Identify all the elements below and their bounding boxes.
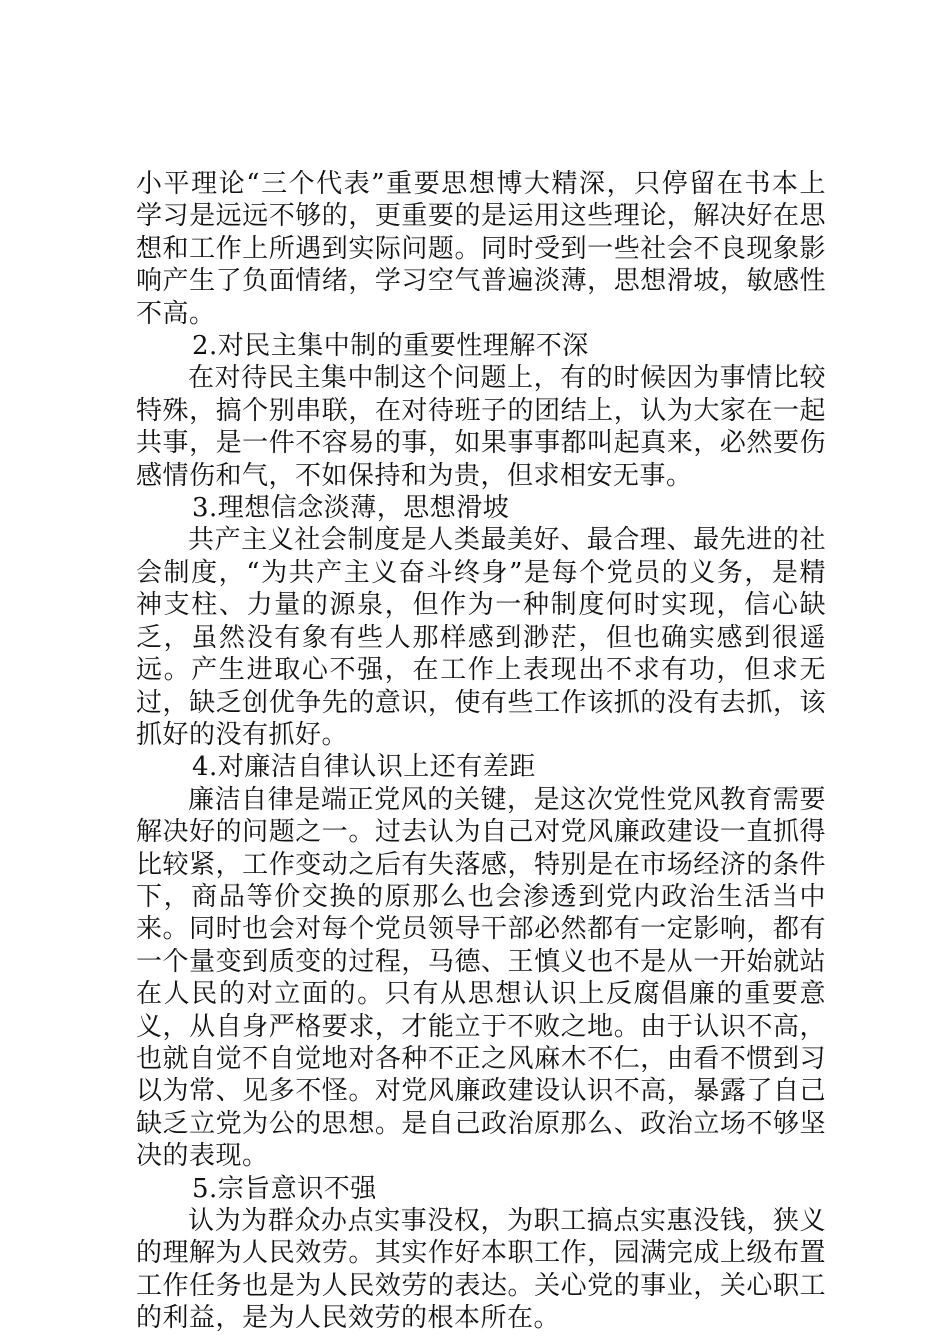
paragraph-ideals-beliefs: 共产主义社会制度是人类最美好、最合理、最先进的社会制度，“为共产主义奋斗终身”是每个党员的义务，是精神支柱、力量的源泉，但作为一种制度何时实现，信心缺乏，虽然没有象有些人那样感到渺茫，但也确实感到很遥远。产生进取心不强，在工作上表现出不求有功，但求无过，缺乏创优争先的意识，使有些工作该抓的没有去抓，该抓好的没有抓好。 (136, 525, 826, 750)
section-heading-service-purpose: 5.宗旨意识不强 (192, 1173, 377, 1204)
paragraph-integrity: 廉洁自律是端正党风的关键，是这次党性党风教育需要解决好的问题之一。过去认为自己对党风廉政建设一直抓得比较紧，工作变动之后有失落感，特别是在市场经济的条件下，商品等价交换的原那么也会渗透到党内政治生活当中来。同时也会对每个党员领导干部必然都有一定影响，都有一个量变到质变的过程，马德、王慎义也不是从一开始就站在人民的对立面的。只有从思想认识上反腐倡廉的重要意义，从自身严格要求，才能立于不败之地。由于认识不高，也就自觉不自觉地对各种不正之风麻木不仁，由看不惯到习以为常、见多不怪。对党风廉政建设认识不高，暴露了自己缺乏立党为公的思想。是自己政治原那么、政治立场不够坚决的表现。 (136, 784, 826, 1172)
section-heading-ideals-beliefs: 3.理想信念淡薄，思想滑坡 (192, 493, 510, 524)
paragraph-service-purpose: 认为为群众办点实事没权，为职工搞点实惠没钱，狭义的理解为人民效劳。其实作好本职工作，园满完成上级布置工作任务也是为人民效劳的表达。关心党的事业，关心职工的利益，是为人民效劳的根本所在。 (136, 1206, 826, 1334)
paragraph-continued-theory: 小平理论“三个代表”重要思想博大精深，只停留在书本上学习是远远不够的，更重要的是运用这些理论，解决好在思想和工作上所遇到实际问题。同时受到一些社会不良现象影响产生了负面情绪，学习空气普遍淡薄，思想滑坡，敏感性不高。 (136, 169, 826, 329)
section-heading-integrity: 4.对廉洁自律认识上还有差距 (192, 752, 536, 783)
document-body (136, 168, 826, 1335)
paragraph-democratic-centralism: 在对待民主集中制这个问题上，有的时候因为事情比较特殊，搞个别串联，在对待班子的团结上，认为大家在一起共事，是一件不容易的事，如果事事都叫起真来，必然要伤感情伤和气，不如保持和为贵，但求相安无事。 (136, 363, 826, 491)
section-heading-democratic-centralism: 2.对民主集中制的重要性理解不深 (192, 331, 589, 362)
